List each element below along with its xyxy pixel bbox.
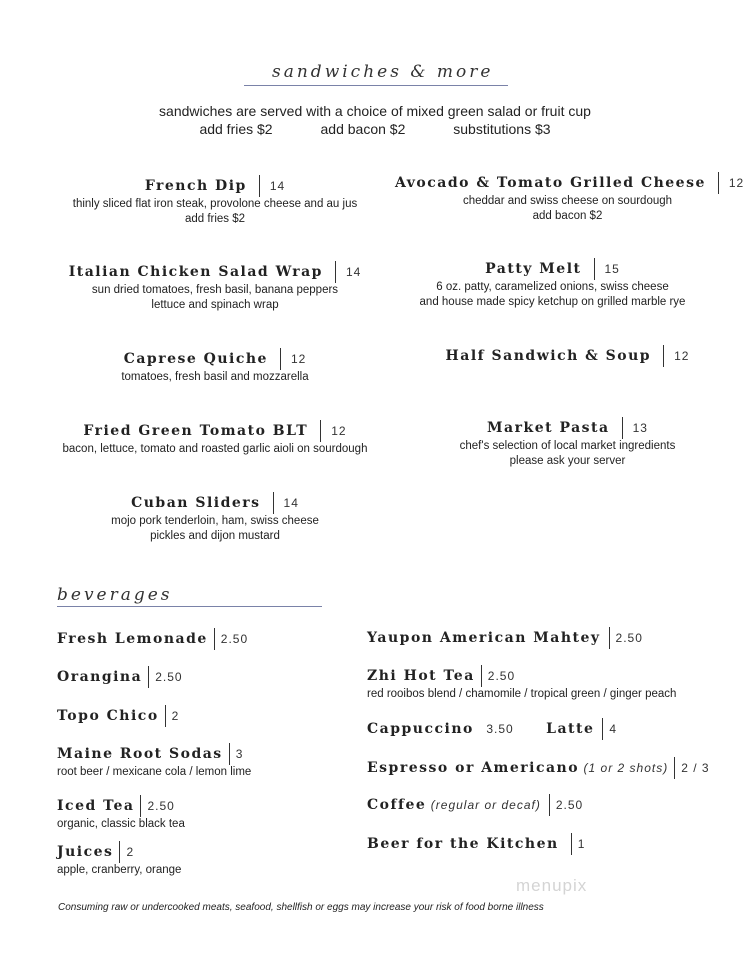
item-description: tomatoes, fresh basil and mozzarella xyxy=(121,371,309,384)
menu-item-patty-melt xyxy=(365,258,740,310)
price-divider xyxy=(280,348,281,370)
item-description: sun dried tomatoes, fresh basil, banana peppers xyxy=(91,284,339,297)
beverage-cappuccino-latte xyxy=(367,718,617,740)
price-divider xyxy=(549,794,550,816)
item-name: French Dip xyxy=(144,178,247,195)
beverage-iced-tea xyxy=(57,795,185,832)
item-price: 15 xyxy=(604,262,620,276)
price-divider xyxy=(148,666,149,688)
intro-line: sandwiches are served with a choice of mixed green salad or fruit cup xyxy=(159,103,591,119)
item-description: add fries $2 xyxy=(184,213,246,226)
price-divider xyxy=(229,743,230,765)
item-name: Yaupon American Mahtey xyxy=(367,630,601,647)
price-divider xyxy=(320,420,321,442)
menu-item-italian-chicken-salad-wrap xyxy=(40,261,390,313)
item-price: 2 / 3 xyxy=(681,761,710,775)
item-price: 12 xyxy=(674,349,690,363)
item-name: Coffee xyxy=(367,797,427,814)
menu-item-french-dip xyxy=(40,175,390,227)
item-price: 3.50 xyxy=(486,722,514,736)
item-price: 2.50 xyxy=(147,799,175,813)
item-price: 14 xyxy=(269,179,286,193)
item-description: thinly sliced flat iron steak, provolone cheese and au jus xyxy=(72,198,358,211)
item-description: please ask your server xyxy=(509,455,626,468)
beverage-coffee xyxy=(367,794,583,816)
item-price: 13 xyxy=(632,421,648,435)
item-description: lettuce and spinach wrap xyxy=(151,299,279,312)
item-name: Italian Chicken Salad Wrap xyxy=(68,264,323,281)
item-name: Orangina xyxy=(57,669,143,686)
price-divider xyxy=(273,492,274,514)
beverages-title-rule xyxy=(57,606,322,607)
item-name: Topo Chico xyxy=(57,708,159,725)
item-name: Maine Root Sodas xyxy=(57,746,223,763)
item-description: 6 oz. patty, caramelized onions, swiss cheese xyxy=(436,281,669,294)
item-description: root beer / mexicane cola / lemon lime xyxy=(57,766,252,779)
sandwiches-intro xyxy=(0,102,750,138)
item-name: Latte xyxy=(546,721,595,738)
item-name: Juices xyxy=(57,844,114,861)
beverage-maine-root-sodas xyxy=(57,743,251,780)
beverage-zhi-hot-tea xyxy=(367,665,676,702)
item-name: Market Pasta xyxy=(487,420,610,437)
price-divider xyxy=(674,757,675,779)
price-divider xyxy=(259,175,260,197)
item-name: Cuban Sliders xyxy=(131,495,261,512)
item-name: Avocado & Tomato Grilled Cheese xyxy=(395,175,706,192)
item-name: Fried Green Tomato BLT xyxy=(83,423,309,440)
item-name: Fresh Lemonade xyxy=(57,631,208,648)
addon-bacon: add bacon $2 xyxy=(320,121,406,137)
price-divider xyxy=(335,261,336,283)
item-name: Beer for the Kitchen xyxy=(367,836,559,853)
price-divider xyxy=(602,718,603,740)
item-name: Espresso or Americano xyxy=(367,760,580,777)
price-divider xyxy=(594,258,595,280)
menu-item-avocado-tomato-grilled-cheese xyxy=(395,172,745,224)
item-price: 14 xyxy=(283,496,299,510)
beverage-fresh-lemonade xyxy=(57,628,248,650)
item-name: Caprese Quiche xyxy=(123,351,268,368)
item-name: Iced Tea xyxy=(57,798,135,815)
item-name: Cappuccino xyxy=(367,721,474,738)
item-description: and house made spicy ketchup on grilled marble rye xyxy=(419,296,686,309)
price-divider xyxy=(165,705,166,727)
item-description: red rooibos blend / chamomile / tropical green / ginger peach xyxy=(367,688,677,701)
item-description: cheddar and swiss cheese on sourdough xyxy=(462,195,673,208)
menu-item-fried-green-tomato-blt xyxy=(40,420,390,457)
item-description: bacon, lettuce, tomato and roasted garlic aioli on sourdough xyxy=(62,443,368,456)
item-price: 2.50 xyxy=(487,669,516,683)
item-description: organic, classic black tea xyxy=(57,818,185,831)
beverages-section-title: beverages xyxy=(57,585,173,605)
menu-item-market-pasta xyxy=(395,417,740,469)
beverage-orangina xyxy=(57,666,183,688)
item-price: 2.50 xyxy=(615,631,643,645)
item-price: 14 xyxy=(345,265,362,279)
item-price: 12 xyxy=(331,424,347,438)
item-price: 1 xyxy=(577,837,586,851)
item-name: Half Sandwich & Soup xyxy=(445,348,652,365)
addons-line xyxy=(0,120,750,138)
price-divider xyxy=(571,833,572,855)
item-price: 2 xyxy=(171,709,180,723)
price-divider xyxy=(481,665,482,687)
food-safety-disclaimer: Consuming raw or undercooked meats, seafood, shellfish or eggs may increase your risk of food borne illness xyxy=(58,902,544,913)
item-option: (regular or decaf) xyxy=(430,798,541,813)
addon-fries: add fries $2 xyxy=(199,121,273,137)
price-divider xyxy=(663,345,664,367)
beverage-yaupon-american-mahtey xyxy=(367,627,643,649)
item-description: apple, cranberry, orange xyxy=(57,864,182,877)
item-name: Zhi Hot Tea xyxy=(367,668,475,685)
item-option: (1 or 2 shots) xyxy=(583,761,669,776)
item-description: add bacon $2 xyxy=(532,210,603,223)
item-price: 2.50 xyxy=(220,632,249,646)
price-divider xyxy=(214,628,215,650)
beverage-espresso-americano xyxy=(367,757,710,779)
item-price: 2.50 xyxy=(155,670,183,684)
sandwiches-title-rule xyxy=(244,85,508,86)
menu-item-cuban-sliders xyxy=(40,492,390,544)
menu-item-caprese-quiche xyxy=(40,348,390,385)
price-divider xyxy=(609,627,610,649)
item-description: mojo pork tenderloin, ham, swiss cheese xyxy=(111,515,319,528)
price-divider xyxy=(622,417,623,439)
item-price: 2.50 xyxy=(555,798,584,812)
item-price: 3 xyxy=(235,747,244,761)
beverage-topo-chico xyxy=(57,705,179,727)
beverage-beer-for-the-kitchen xyxy=(367,833,585,855)
addon-substitutions: substitutions $3 xyxy=(453,121,551,137)
item-price: 12 xyxy=(290,352,307,366)
price-divider xyxy=(119,841,120,863)
price-divider xyxy=(140,795,141,817)
item-price: 4 xyxy=(609,722,618,736)
item-price: 2 xyxy=(126,845,135,859)
item-price: 12 xyxy=(728,176,745,190)
price-divider xyxy=(718,172,719,194)
item-name: Patty Melt xyxy=(485,261,582,278)
menu-item-half-sandwich-soup xyxy=(395,345,740,367)
sandwiches-section-title: sandwiches & more xyxy=(272,62,494,82)
watermark-logo: menupix xyxy=(516,876,588,895)
beverage-juices xyxy=(57,841,181,878)
item-description: pickles and dijon mustard xyxy=(150,530,280,543)
item-description: chef's selection of local market ingredients xyxy=(459,440,676,453)
